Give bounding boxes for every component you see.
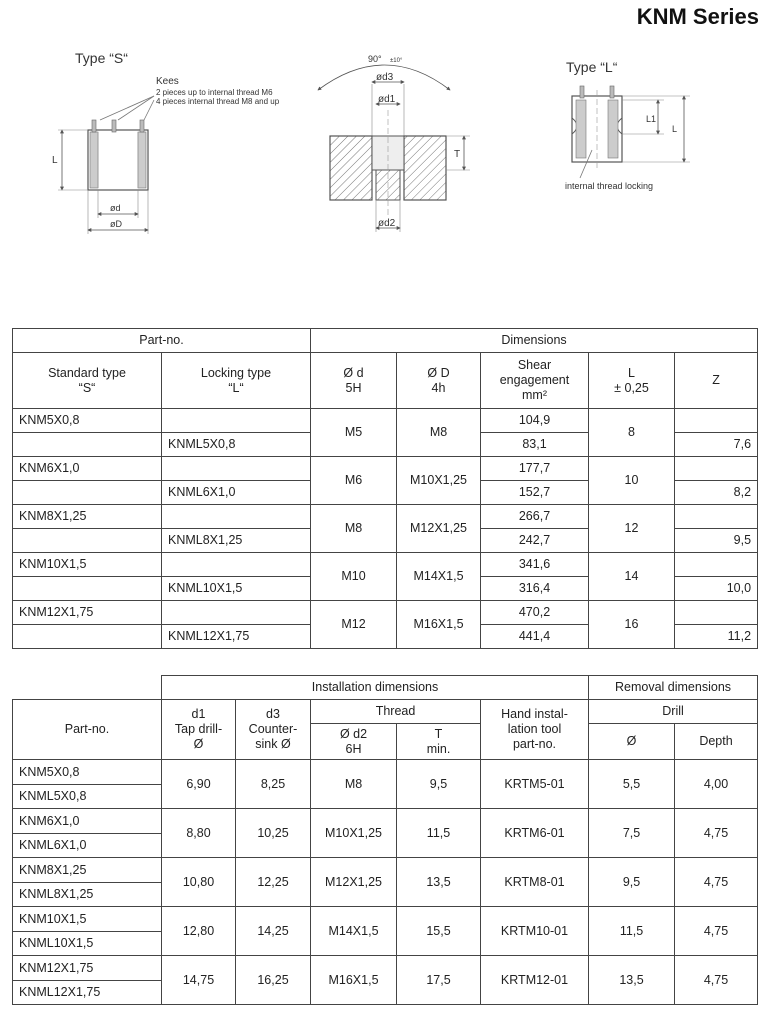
hand-tool-part-no: KRTM12-01 — [481, 956, 589, 1005]
header-standard-type: Standard type “S“ — [13, 353, 162, 409]
dim-d1: ød1 — [378, 94, 396, 105]
drill-depth: 4,75 — [675, 907, 758, 956]
length-L: 14 — [589, 553, 675, 601]
header-hand-tool: Hand instal- lation tool part-no. — [481, 700, 589, 760]
technical-drawings — [0, 0, 773, 260]
thread-T: 9,5 — [397, 760, 481, 809]
z-value: 7,6 — [675, 433, 758, 457]
kees-note-1: 2 pieces up to internal thread M6 — [156, 88, 273, 97]
dimensions-table — [12, 328, 758, 649]
standard-part-empty — [13, 529, 162, 553]
z-empty — [675, 505, 758, 529]
drill-diameter: 7,5 — [589, 809, 675, 858]
length-L: 10 — [589, 457, 675, 505]
table-row — [13, 956, 758, 981]
hand-tool-part-no: KRTM8-01 — [481, 858, 589, 907]
angle-tolerance: ±10° — [390, 58, 403, 64]
table-row — [13, 505, 758, 529]
thread-d2: M12X1,25 — [311, 858, 397, 907]
tap-drill: 6,90 — [162, 760, 236, 809]
locking-part-no: KNML10X1,5 — [162, 577, 311, 601]
length-L: 12 — [589, 505, 675, 553]
header-part-no-2: Part-no. — [13, 700, 162, 760]
standard-part-no: KNM12X1,75 — [13, 601, 162, 625]
series-title: KNM Series — [636, 4, 759, 29]
countersink: 14,25 — [236, 907, 311, 956]
type-l-dim-l: L — [672, 124, 678, 134]
part-no-standard: KNM12X1,75 — [13, 956, 162, 981]
thread-D: M16X1,5 — [397, 601, 481, 649]
type-l-title: Type “L“ — [566, 59, 618, 75]
header-T: T min. — [397, 724, 481, 760]
tap-drill: 10,80 — [162, 858, 236, 907]
thread-T: 11,5 — [397, 809, 481, 858]
header-installation: Installation dimensions — [162, 676, 589, 700]
thread-d2: M16X1,5 — [311, 956, 397, 1005]
header-drill-dia: Ø — [589, 724, 675, 760]
header-drill-depth: Depth — [675, 724, 758, 760]
header-d: Ø d 5H — [311, 353, 397, 409]
z-value: 10,0 — [675, 577, 758, 601]
locking-part-empty — [162, 409, 311, 433]
z-empty — [675, 409, 758, 433]
header-drill: Drill — [589, 700, 758, 724]
header-dimensions: Dimensions — [311, 329, 758, 353]
thread-d: M5 — [311, 409, 397, 457]
shear-standard: 266,7 — [481, 505, 589, 529]
length-L: 16 — [589, 601, 675, 649]
standard-part-empty — [13, 625, 162, 649]
dim-d3: ød3 — [376, 72, 394, 83]
thread-d2: M10X1,25 — [311, 809, 397, 858]
thread-T: 13,5 — [397, 858, 481, 907]
drill-depth: 4,75 — [675, 956, 758, 1005]
shear-locking: 152,7 — [481, 481, 589, 505]
type-l-drawing — [565, 59, 690, 191]
shear-locking: 316,4 — [481, 577, 589, 601]
thread-D: M14X1,5 — [397, 553, 481, 601]
part-no-locking: KNML6X1,0 — [13, 834, 162, 858]
installation-table — [12, 675, 758, 1005]
hand-tool-part-no: KRTM10-01 — [481, 907, 589, 956]
countersink: 12,25 — [236, 858, 311, 907]
part-no-locking: KNML12X1,75 — [13, 981, 162, 1005]
thread-d2: M8 — [311, 760, 397, 809]
type-s-dim-D: øD — [110, 219, 122, 229]
standard-part-empty — [13, 433, 162, 457]
locking-part-empty — [162, 505, 311, 529]
thread-T: 17,5 — [397, 956, 481, 1005]
part-no-standard: KNM5X0,8 — [13, 760, 162, 785]
header-d1: d1 Tap drill- Ø — [162, 700, 236, 760]
part-no-standard: KNM6X1,0 — [13, 809, 162, 834]
countersink: 16,25 — [236, 956, 311, 1005]
thread-D: M10X1,25 — [397, 457, 481, 505]
tap-drill: 14,75 — [162, 956, 236, 1005]
thread-d2: M14X1,5 — [311, 907, 397, 956]
thread-d: M12 — [311, 601, 397, 649]
standard-part-no: KNM10X1,5 — [13, 553, 162, 577]
tap-drill: 8,80 — [162, 809, 236, 858]
table-row — [13, 409, 758, 433]
part-no-standard: KNM10X1,5 — [13, 907, 162, 932]
header-thread: Thread — [311, 700, 481, 724]
part-no-locking: KNML8X1,25 — [13, 883, 162, 907]
standard-part-empty — [13, 481, 162, 505]
header-Z: Z — [675, 353, 758, 409]
type-s-drawing — [52, 50, 280, 234]
header-L: L ± 0,25 — [589, 353, 675, 409]
locking-part-no: KNML8X1,25 — [162, 529, 311, 553]
locking-part-no: KNML5X0,8 — [162, 433, 311, 457]
header-locking-type: Locking type “L“ — [162, 353, 311, 409]
table-row — [13, 858, 758, 883]
z-empty — [675, 457, 758, 481]
locking-part-no: KNML6X1,0 — [162, 481, 311, 505]
z-value: 8,2 — [675, 481, 758, 505]
drill-diameter: 9,5 — [589, 858, 675, 907]
drill-diameter: 5,5 — [589, 760, 675, 809]
thread-d: M8 — [311, 505, 397, 553]
table-row — [13, 601, 758, 625]
shear-locking: 242,7 — [481, 529, 589, 553]
shear-locking: 83,1 — [481, 433, 589, 457]
thread-T: 15,5 — [397, 907, 481, 956]
standard-part-empty — [13, 577, 162, 601]
header-D: Ø D 4h — [397, 353, 481, 409]
dim-d2: ød2 — [378, 218, 396, 229]
type-l-dim-l1: L1 — [646, 114, 657, 124]
part-no-locking: KNML10X1,5 — [13, 932, 162, 956]
header-part-no: Part-no. — [13, 329, 311, 353]
standard-part-no: KNM8X1,25 — [13, 505, 162, 529]
type-s-dim-l: L — [52, 155, 58, 166]
drill-depth: 4,75 — [675, 858, 758, 907]
dim-t: T — [454, 149, 461, 160]
table-row — [13, 457, 758, 481]
part-no-standard: KNM8X1,25 — [13, 858, 162, 883]
shear-standard: 177,7 — [481, 457, 589, 481]
header-shear: Shear engagement mm² — [481, 353, 589, 409]
kees-label: Kees — [156, 76, 179, 87]
thread-d: M6 — [311, 457, 397, 505]
drill-diameter: 11,5 — [589, 907, 675, 956]
type-s-title: Type “S“ — [75, 50, 128, 66]
thread-D: M12X1,25 — [397, 505, 481, 553]
thread-d: M10 — [311, 553, 397, 601]
drill-depth: 4,75 — [675, 809, 758, 858]
locking-part-no: KNML12X1,75 — [162, 625, 311, 649]
header-d3: d3 Counter- sink Ø — [236, 700, 311, 760]
table-row — [13, 907, 758, 932]
header-removal: Removal dimensions — [589, 676, 758, 700]
drill-depth: 4,00 — [675, 760, 758, 809]
table2-body — [13, 760, 758, 1005]
shear-standard: 341,6 — [481, 553, 589, 577]
header-d2: Ø d2 6H — [311, 724, 397, 760]
table-row — [13, 760, 758, 785]
shear-standard: 470,2 — [481, 601, 589, 625]
kees-note-2: 4 pieces internal thread M8 and up — [156, 97, 280, 106]
thread-locking-note: internal thread locking — [565, 181, 654, 191]
part-no-locking: KNML5X0,8 — [13, 785, 162, 809]
table-row — [13, 809, 758, 834]
thread-D: M8 — [397, 409, 481, 457]
tap-drill: 12,80 — [162, 907, 236, 956]
shear-locking: 441,4 — [481, 625, 589, 649]
type-s-dim-d: ød — [110, 203, 121, 213]
angle-label: 90° — [368, 54, 382, 64]
z-value: 9,5 — [675, 529, 758, 553]
drill-diameter: 13,5 — [589, 956, 675, 1005]
table1-body — [13, 409, 758, 649]
locking-part-empty — [162, 457, 311, 481]
hand-tool-part-no: KRTM6-01 — [481, 809, 589, 858]
z-empty — [675, 601, 758, 625]
locking-part-empty — [162, 601, 311, 625]
installation-drawing — [318, 54, 470, 232]
countersink: 8,25 — [236, 760, 311, 809]
standard-part-no: KNM6X1,0 — [13, 457, 162, 481]
locking-part-empty — [162, 553, 311, 577]
length-L: 8 — [589, 409, 675, 457]
shear-standard: 104,9 — [481, 409, 589, 433]
z-value: 11,2 — [675, 625, 758, 649]
hand-tool-part-no: KRTM5-01 — [481, 760, 589, 809]
table-row — [13, 553, 758, 577]
standard-part-no: KNM5X0,8 — [13, 409, 162, 433]
countersink: 10,25 — [236, 809, 311, 858]
z-empty — [675, 553, 758, 577]
